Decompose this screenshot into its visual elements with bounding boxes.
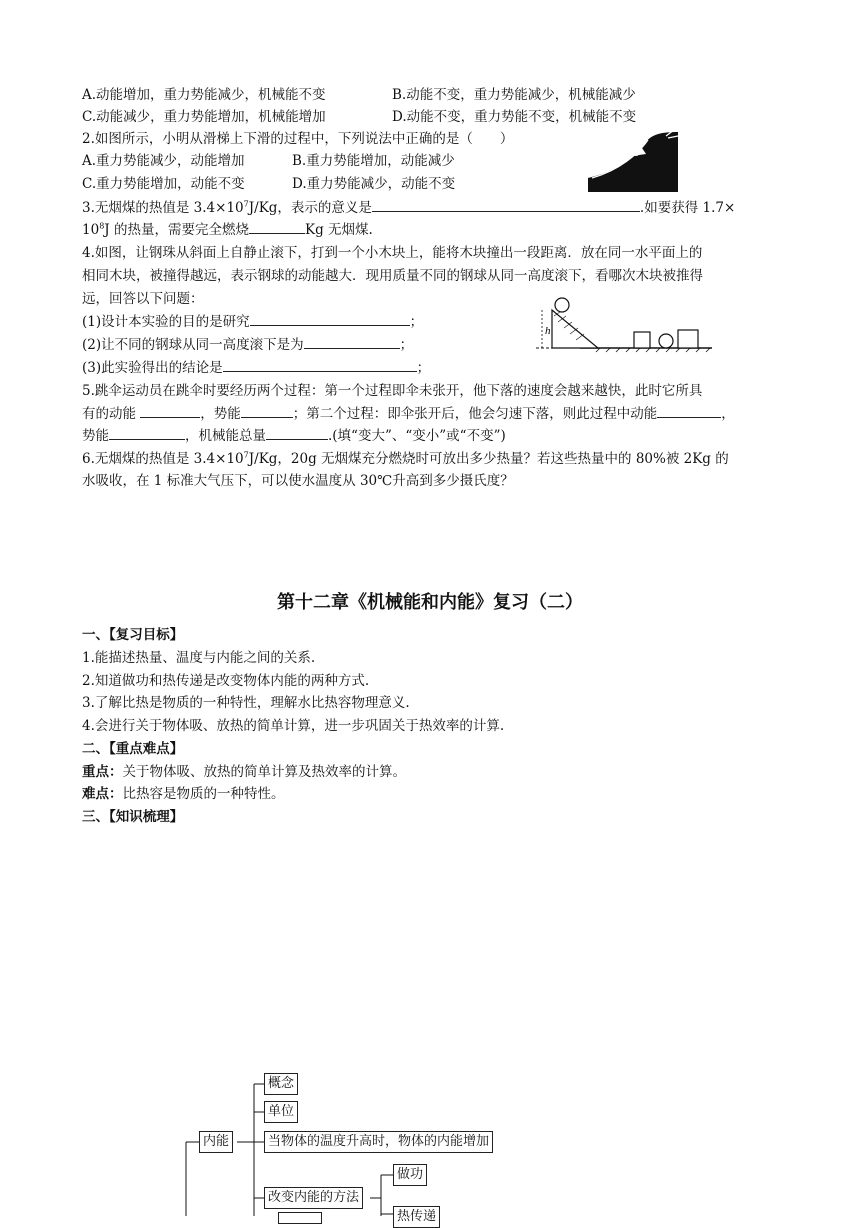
q1-option-b: B.动能不变，重力势能减少，机械能减少	[392, 87, 636, 103]
section2-heading: 二、【重点难点】	[82, 741, 184, 757]
mindmap-node-unit: 单位	[264, 1101, 298, 1123]
q4-line3: 远，回答以下问题：	[82, 291, 204, 307]
q6-exponent: 7	[243, 450, 249, 460]
mindmap-node-partial	[278, 1212, 322, 1224]
q3-line2-exponent: 8	[99, 221, 105, 231]
q2-option-a: A.重力势能减少，动能增加	[82, 153, 245, 169]
mindmap-node-methods: 改变内能的方法	[264, 1187, 363, 1209]
q3-exponent: 7	[243, 199, 249, 209]
section3-heading: 三、【知识梳理】	[82, 809, 184, 825]
goal-item-4: 4.会进行关于物体吸、放热的简单计算，进一步巩固关于热效率的计算.	[82, 718, 505, 734]
q3-line2-base: 10	[82, 222, 100, 238]
q3-text-2: J/Kg，表示的意义是	[248, 200, 372, 216]
height-label: h	[545, 325, 551, 337]
chapter-title: 第十二章《机械能和内能》复习（二）	[277, 592, 583, 613]
mindmap-node-concept: 概念	[264, 1073, 298, 1095]
q3-text-3: .如要获得 1.7×	[639, 200, 736, 216]
q3-line2-text-1: J 的热量，需要完全燃烧	[104, 222, 249, 238]
q2-option-d: D.重力势能减少，动能不变	[292, 176, 456, 192]
q4-sub2-semicolon: ；	[399, 337, 414, 353]
mindmap-node-work: 做功	[393, 1164, 427, 1186]
q4-line1: 4.如图，让钢珠从斜面上自静止滚下，打到一个小木块上，能将木块撞出一段距离．放在同一水平面上的	[82, 245, 703, 261]
q3-line2-text-2: Kg 无烟煤.	[304, 222, 373, 238]
difficult-text: 比热容是物质的一种特性。	[122, 786, 285, 802]
q4-line2: 相同木块，被撞得越远，表示钢球的动能越大．现用质量不同的钢球从同一高度滚下，看哪次木块被推得	[82, 268, 703, 284]
q5-text-a: 有的动能	[82, 406, 141, 422]
q2-stem: 2.如图所示，小明从滑梯上下滑的过程中，下列说法中正确的是（ ）	[82, 131, 514, 147]
q6-line2: 水吸收，在 1 标准大气压下，可以使水温度从 30℃升高到多少摄氏度？	[82, 473, 514, 489]
q4-sub3-text: (3)此实验得出的结论是	[82, 360, 223, 376]
difficult-label: 难点：	[82, 786, 123, 802]
mindmap-node-rule: 当物体的温度升高时，物体的内能增加	[264, 1131, 493, 1153]
q1-option-c: C.动能减少，重力势能增加，机械能增加	[82, 109, 326, 125]
q5-line1: 5.跳伞运动员在跳伞时要经历两个过程：第一个过程即伞未张开，他下落的速度会越来越快，此时它所具	[82, 383, 703, 399]
q6-text-1: 6.无烟煤的热值是 3.4×10	[82, 451, 244, 467]
goal-item-2: 2.知道做功和热传递是改变物体内能的两种方式.	[82, 673, 370, 689]
q4-sub3-semicolon: ；	[416, 360, 431, 376]
mindmap-root-internal-energy: 内能	[199, 1131, 233, 1153]
q3-text-1: 3.无烟煤的热值是 3.4×10	[82, 200, 244, 216]
mindmap-node-heat-transfer: 热传递	[393, 1206, 440, 1228]
q4-sub2-text: (2)让不同的钢球从同一高度滚下是为	[82, 337, 304, 353]
q2-option-b: B.重力势能增加，动能减少	[292, 153, 455, 169]
section1-heading: 一、【复习目标】	[82, 627, 184, 643]
q1-option-d: D.动能不变，重力势能不变，机械能不变	[392, 109, 637, 125]
key-text: 关于物体吸、放热的简单计算及热效率的计算。	[122, 764, 406, 780]
key-label: 重点：	[82, 764, 123, 780]
q1-option-a: A.动能增加，重力势能减少，机械能不变	[82, 87, 326, 103]
q4-sub1-semicolon: ；	[409, 314, 424, 330]
q6-text-2: J/Kg，20g 无烟煤充分燃烧时可放出多少热量？若这些热量中的 80%被 2Kg 的	[248, 451, 729, 467]
goal-item-3: 3.了解比热是物质的一种特性，理解水比热容物理意义.	[82, 695, 410, 711]
q5-text-d: ，	[721, 406, 735, 422]
q5-text-f: ，机械能总量	[185, 428, 266, 444]
q5-text-b: ，势能	[200, 406, 241, 422]
q5-text-e: 势能	[82, 428, 109, 444]
q5-text-g: .(填“变大”、“变小”或“不变”)	[328, 428, 506, 444]
q2-option-c: C.重力势能增加，动能不变	[82, 176, 245, 192]
q5-text-c: ；第二个过程：即伞张开后，他会匀速下落，则此过程中动能	[292, 406, 658, 422]
q4-sub1-text: (1)设计本实验的目的是研究	[82, 314, 250, 330]
goal-item-1: 1.能描述热量、温度与内能之间的关系.	[82, 650, 316, 666]
